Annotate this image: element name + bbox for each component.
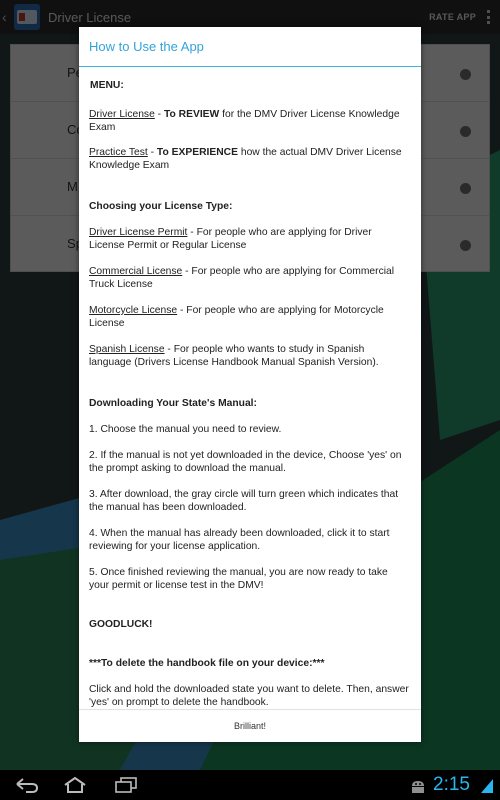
menu-item-sep: -	[147, 147, 157, 158]
license-type-text: - For people who are applying for Motorcycle License	[89, 305, 384, 329]
back-arrow-icon[interactable]	[14, 776, 40, 794]
android-icon	[408, 778, 428, 794]
license-type-item	[89, 304, 409, 330]
step-item: 3. After download, the gray circle will turn green which indicates that the manual has been downloaded.	[89, 489, 399, 513]
license-heading: Choosing your License Type:	[89, 201, 233, 212]
home-icon[interactable]	[62, 776, 88, 794]
menu-item-bold: To REVIEW	[163, 109, 220, 120]
license-type-text: - For people who are applying for Commercial Truck License	[89, 266, 395, 290]
delete-heading: ***To delete the handbook file on your device:***	[89, 658, 325, 669]
license-type-link: Commercial License	[89, 266, 183, 277]
clock-time: 2:15	[433, 774, 470, 795]
goodluck-text: GOODLUCK!	[89, 619, 153, 630]
menu-heading: MENU:	[90, 80, 124, 91]
menu-item-link: Practice Test	[89, 147, 148, 158]
license-type-item	[89, 265, 409, 291]
dialog-body[interactable]	[79, 68, 421, 708]
license-type-link: Driver License Permit	[89, 227, 188, 238]
license-type-link: Spanish License	[89, 344, 165, 355]
menu-item	[89, 146, 409, 172]
how-to-use-dialog	[79, 27, 421, 742]
menu-item-sep: -	[154, 109, 164, 120]
delete-text: Click and hold the downloaded state you want to delete. Then, answer 'yes' on prompt to delete the handbook.	[89, 684, 409, 708]
menu-item-text: how the actual DMV Driver License Knowledge Exam	[89, 147, 402, 171]
license-type-item	[89, 343, 409, 369]
step-item: 2. If the manual is not yet downloaded in the device, Choose 'yes' on the prompt asking to download the manual.	[89, 450, 402, 474]
license-type-link: Motorcycle License	[89, 305, 178, 316]
menu-item-bold: To EXPERIENCE	[156, 147, 238, 158]
license-type-item	[89, 226, 409, 252]
brilliant-button[interactable]: Brilliant!	[79, 709, 421, 742]
menu-item-text: for the DMV Driver License Knowledge Exam	[89, 109, 400, 133]
step-item: 5. Once finished reviewing the manual, you are now ready to take your permit or license test in the DMV!	[89, 567, 388, 591]
menu-item	[89, 108, 409, 134]
signal-icon	[480, 778, 494, 794]
license-type-text: - For people who are applying for Driver License Permit or Regular License	[89, 227, 372, 251]
step-item: 4. When the manual has already been downloaded, click it to start reviewing for your license application.	[89, 528, 390, 552]
download-heading: Downloading Your State's Manual:	[89, 398, 257, 409]
license-type-text: - For people who wants to study in Spanish language (Drivers License Handbook Manual Spanish Version).	[89, 344, 379, 368]
dialog-title: How to Use the App	[79, 27, 421, 67]
recents-icon[interactable]	[113, 776, 139, 794]
system-nav-bar	[0, 770, 500, 800]
menu-item-link: Driver License	[89, 109, 155, 120]
step-item: 1. Choose the manual you need to review.	[89, 424, 282, 435]
